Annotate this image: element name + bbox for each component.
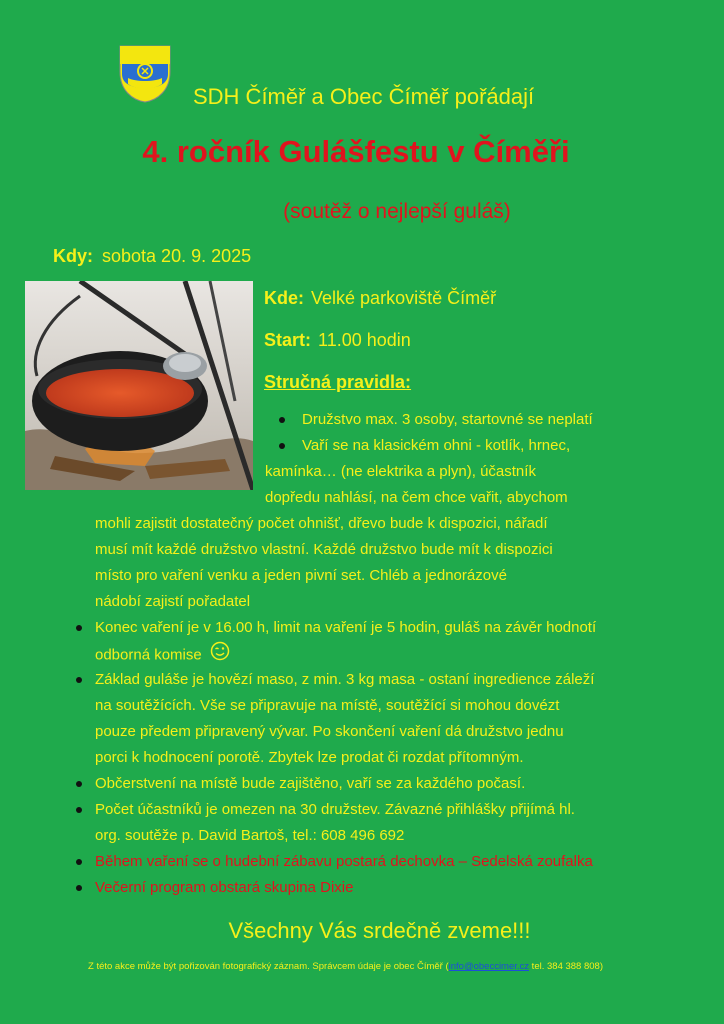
where-value: Velké parkoviště Číměř — [311, 288, 497, 308]
rule-item-7: Během vaření se o hudební zábavu postará dechovka – Sedelská zoufalka — [95, 853, 593, 870]
rule-item-3-text: odborná komise — [95, 646, 202, 664]
rule-item-4-line1: Základ guláše je hovězí maso, z min. 3 kg masa - ostaní ingredience záleží — [95, 671, 595, 688]
rule-item-5: Občerstvení na místě bude zajištěno, vaří se za každého počasí. — [95, 775, 526, 792]
rule-item-4-line3: pouze předem připravený vývar. Po skončení vaření dá družstvo jednu — [95, 723, 564, 740]
when-row — [53, 246, 251, 267]
footer-note — [88, 961, 603, 972]
rule-item-2-line3: dopředu nahlásí, na čem chce vařit, abychom — [265, 489, 568, 506]
bullet-icon — [76, 859, 82, 865]
rule-item-8: Večerní program obstará skupina Dixie — [95, 879, 354, 896]
rule-item-4-line4: porci k hodnocení porotě. Zbytek lze prodat či rozdat přítomným. — [95, 749, 524, 766]
start-label: Start: — [264, 330, 312, 350]
event-title: 4. ročník Gulášfestu v Číměři — [142, 134, 570, 169]
rule-item-6-line2: org. soutěže p. David Bartoš, tel.: 608 496 692 — [95, 827, 405, 844]
rule-item-1: Družstvo max. 3 osoby, startovné se neplatí — [302, 411, 593, 428]
rule-item-6-line1: Počet účastníků je omezen na 30 družstev. Závazné přihlášky přijímá hl. — [95, 801, 575, 818]
event-subtitle: (soutěž o nejlepší guláš) — [283, 200, 511, 223]
coat-of-arms-icon — [118, 44, 172, 104]
rule-item-2-line6: místo pro vaření venku a jeden pivní set. Chléb a jednorázové — [95, 567, 507, 584]
rules-heading: Stručná pravidla: — [264, 372, 412, 392]
bullet-icon — [279, 417, 285, 423]
rules-list — [0, 407, 724, 897]
when-value: sobota 20. 9. 2025 — [102, 246, 252, 266]
rule-item-3-line1: Konec vaření je v 16.00 h, limit na vaření je 5 hodin, guláš na závěr hodnotí — [95, 619, 597, 636]
winking-smiley-icon — [210, 641, 230, 670]
bullet-icon — [76, 677, 82, 683]
rule-item-3-line2 — [95, 641, 230, 670]
bullet-icon — [279, 443, 285, 449]
rule-item-2-line2: kamínka… (ne elektrika a plyn), účastník — [265, 463, 536, 480]
closing-invitation: Všechny Vás srdečně zveme!!! — [228, 918, 531, 943]
bullet-icon — [76, 781, 82, 787]
start-row — [264, 330, 411, 351]
when-label: Kdy: — [53, 246, 93, 266]
where-row — [264, 288, 496, 309]
footer-email-link[interactable]: info@obeccimer.cz — [448, 961, 530, 972]
organizers-heading: SDH Číměř a Obec Číměř pořádají — [193, 84, 535, 109]
rule-item-2-line5: musí mít každé družstvo vlastní. Každé družstvo bude mít k dispozici — [95, 541, 553, 558]
bullet-icon — [76, 625, 82, 631]
start-value: 11.00 hodin — [318, 330, 411, 350]
rule-item-2-line1: Vaří se na klasickém ohni - kotlík, hrnec, — [302, 437, 571, 454]
footer-text: Z této akce může být pořizován fotografický záznam. Správcem údaje je obec Číměř ( — [88, 961, 449, 972]
rule-item-2-line7: nádobí zajistí pořadatel — [95, 593, 251, 610]
bullet-icon — [76, 807, 82, 813]
footer-phone: tel. 384 388 808) — [529, 961, 603, 972]
rule-item-4-line2: na soutěžících. Vše se připravuje na místě, soutěžící si mohou dovézt — [95, 697, 560, 714]
rule-item-2-line4: mohli zajistit dostatečný počet ohnišť, dřevo bude k dispozici, nářadí — [95, 515, 548, 532]
bullet-icon — [76, 885, 82, 891]
where-label: Kde: — [264, 288, 304, 308]
